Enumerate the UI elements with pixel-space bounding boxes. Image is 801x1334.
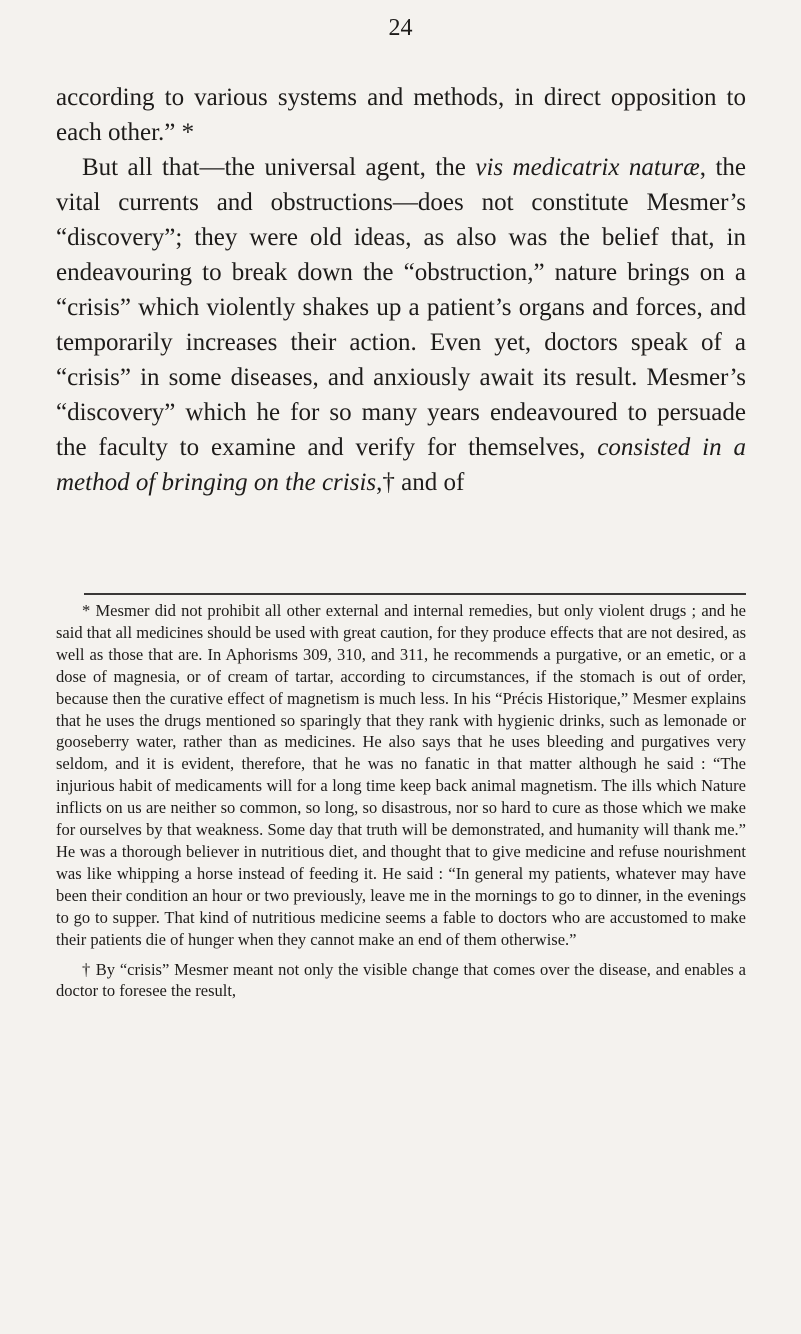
footnote-divider — [84, 593, 746, 595]
main-text — [56, 80, 746, 500]
page-number: 24 — [388, 15, 413, 41]
paragraph-text: ,† and of — [376, 469, 465, 496]
footnote-star: * Mesmer did not prohibit all other external and internal remedies, but only violent drugs ; and he said that all medicines should be used with great caution, for they produce effects that are not desired, as well as those that are. In Aphorisms 309, 310, and 311, he recommends a purgative, or an emetic, or a dose of magnesia, or of cream of tartar, according to circumstances, if the stomach is out of order, because then the curative effect of magnetism is much less. In his “Précis Historique,” Mesmer explains that he uses the drugs mentioned so sparingly that they rank with hygienic drinks, such as lemonade or gooseberry water, rather than as medicines. He also says that he uses bleeding and purgatives very seldom, and it is evident, therefore, that he was no fanatic in that matter although he said : “The injurious habit of medicaments will for a long time keep back animal magnetism. The ills which Nature inflicts on us are neither so common, so long, so disastrous, nor so hard to cure as those which we make for ourselves by that weakness. Some day that truth will be demonstrated, and humanity will thank me.” He was a thorough believer in nutritious diet, and thought that to give medicine and refuse nourishment was like whipping a horse instead of feeding it. He said : “In general my patients, whatever may have been their condition an hour or two previously, leave me in the mornings to go to dinner, in the evenings to go to supper. That kind of nutritious medicine seems a fable to doctors who are accustomed to make their patients die of hunger when they cannot make an end of them otherwise.” — [56, 601, 746, 949]
emphasized-phrase: consisted in a method of bringing on the crisis — [56, 434, 746, 496]
footnotes — [56, 600, 746, 1002]
paragraph-discovery — [56, 150, 746, 500]
paragraph-text: But all that—the universal agent, the — [82, 154, 476, 181]
footnote-dagger: † By “crisis” Mesmer meant not only the visible change that comes over the disease, and enables a doctor to foresee the result, — [56, 959, 746, 1001]
latin-phrase: vis medicatrix naturæ — [475, 154, 700, 181]
paragraph-continuation: according to various systems and methods, in direct opposition to each other.” * — [56, 84, 746, 146]
paragraph-text: , the vital currents and obstructions—does not constitute Mesmer’s “discovery”; they were old ideas, as also was the belief that, in endeavouring to break down the “obstruction,” nature brings on a “crisis” which violently shakes up a patient’s organs and forces, and temporarily increases their action. Even yet, doctors speak of a “crisis” in some diseases, and anxiously await its result. Mesmer’s “discovery” which he for so many years endeavoured to persuade the faculty to examine and verify for themselves, — [56, 154, 746, 461]
